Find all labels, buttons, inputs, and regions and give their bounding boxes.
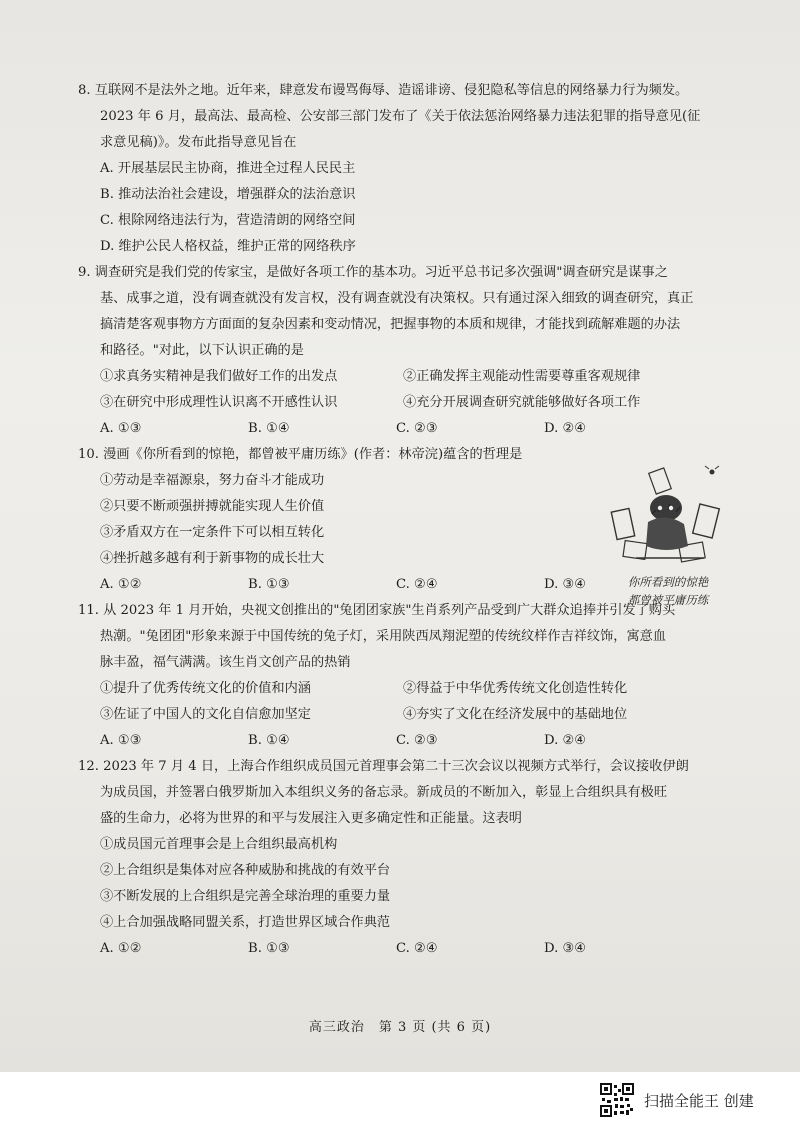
question-10-statement-4: ④挫折越多越有利于新事物的成长壮大 xyxy=(100,551,325,566)
question-11-answer-c: C. ②③ xyxy=(396,733,438,748)
question-9-answers xyxy=(78,416,718,442)
page-footer: 高三政治 第 3 页 (共 6 页) xyxy=(308,1020,492,1035)
question-11-statement-2: ②得益于中华优秀传统文化创造性转化 xyxy=(403,681,628,696)
question-8-option-b: B. 推动法治社会建设，增强群众的法治意识 xyxy=(100,187,356,202)
question-8-stem-line-2: 2023 年 6 月，最高法、最高检、公安部三部门发布了《关于依法惩治网络暴力违法犯罪的指导意见(征 xyxy=(100,109,701,124)
question-9 xyxy=(78,260,718,442)
question-11-stem-line-2: 热潮。"兔团团"形象来源于中国传统的兔子灯，采用陕西凤翔泥塑的传统纹样作吉祥纹饰，寓意血 xyxy=(100,629,667,644)
question-9-answer-d: D. ②④ xyxy=(544,421,587,436)
question-9-answer-b: B. ①④ xyxy=(248,421,290,436)
question-9-statement-2: ②正确发挥主观能动性需要尊重客观规律 xyxy=(403,369,641,384)
question-12-stem-line-2: 为成员国，并签署白俄罗斯加入本组织义务的备忘录。新成员的不断加入，彰显上合组织具有极旺 xyxy=(100,785,668,800)
question-12-statement-1: ①成员国元首理事会是上合组织最高机构 xyxy=(100,837,338,852)
question-9-stem-line-3: 搞清楚客观事物方方面面的复杂因素和变动情况，把握事物的本质和规律，才能找到疏解难题的办法 xyxy=(100,317,681,332)
question-11-statement-3: ③佐证了中国人的文化自信愈加坚定 xyxy=(100,707,311,722)
question-8-option-d: D. 维护公民人格权益，维护正常的网络秩序 xyxy=(100,239,356,254)
question-12-answer-b: B. ①③ xyxy=(248,941,290,956)
question-9-answer-a: A. ①③ xyxy=(100,421,142,436)
question-10-stem: 10. 漫画《你所看到的惊艳，都曾被平庸历练》(作者：林帝浣)蕴含的哲理是 xyxy=(78,447,523,462)
scanner-watermark xyxy=(600,1080,754,1120)
question-10-answer-c: C. ②④ xyxy=(396,577,438,592)
qr-code-icon xyxy=(600,1083,634,1117)
question-9-stem-line-1: 9. 调查研究是我们党的传家宝，是做好各项工作的基本功。习近平总书记多次强调"调查研究是谋事之 xyxy=(78,265,668,280)
question-11-statements-row-1 xyxy=(78,676,718,702)
question-11-stem-line-1: 11. 从 2023 年 1 月开始，央视文创推出的"兔团团家族"生肖系列产品受到广大群众追捧并引发了购买 xyxy=(78,603,676,618)
question-9-statement-1: ①求真务实精神是我们做好工作的出发点 xyxy=(100,369,338,384)
question-10-statement-1: ①劳动是幸福源泉，努力奋斗才能成功 xyxy=(100,473,325,488)
question-8-stem-line-1: 8. 互联网不是法外之地。近年来，肆意发布谩骂侮辱、造谣诽谤、侵犯隐私等信息的网络暴力行为频发。 xyxy=(78,83,689,98)
comic-caption-line-2: 都曾被平庸历练 xyxy=(627,593,709,607)
question-9-stem-line-4: 和路径。"对此，以下认识正确的是 xyxy=(100,343,304,358)
question-10-statement-2: ②只要不断顽强拼搏就能实现人生价值 xyxy=(100,499,325,514)
question-11-statements-row-2 xyxy=(78,702,718,728)
question-11-answer-d: D. ②④ xyxy=(544,733,587,748)
question-12-statement-3: ③不断发展的上合组织是完善全球治理的重要力量 xyxy=(100,889,391,904)
question-12-statement-4: ④上合加强战略同盟关系，打造世界区域合作典范 xyxy=(100,915,391,930)
question-11-statement-4: ④夯实了文化在经济发展中的基础地位 xyxy=(403,707,628,722)
question-8-stem-line-3: 求意见稿)》。发布此指导意见旨在 xyxy=(100,135,297,150)
question-10-answer-d: D. ③④ xyxy=(544,577,587,592)
question-12-answer-c: C. ②④ xyxy=(396,941,438,956)
question-11-answers xyxy=(78,728,718,754)
question-8-option-c: C. 根除网络违法行为，营造清朗的网络空间 xyxy=(100,213,356,228)
question-11 xyxy=(78,598,718,754)
question-9-stem-line-2: 基、成事之道，没有调查就没有发言权，没有调查就没有决策权。只有通过深入细致的调查研究，真正 xyxy=(100,291,694,306)
question-12-stem-line-3: 盛的生命力，必将为世界的和平与发展注入更多确定性和正能量。这表明 xyxy=(100,811,522,826)
question-12-answer-d: D. ③④ xyxy=(544,941,587,956)
question-8-option-a: A. 开展基层民主协商，推进全过程人民民主 xyxy=(100,161,356,176)
question-10-answer-b: B. ①③ xyxy=(248,577,290,592)
question-12-answer-a: A. ①② xyxy=(100,941,142,956)
question-11-stem-line-3: 脉丰盈，福气满满。该生肖文创产品的热销 xyxy=(100,655,351,670)
question-10-answer-a: A. ①② xyxy=(100,577,142,592)
question-10-statement-3: ③矛盾双方在一定条件下可以相互转化 xyxy=(100,525,325,540)
question-12-answers xyxy=(78,936,718,962)
question-9-statement-4: ④充分开展调查研究就能够做好各项工作 xyxy=(403,395,641,410)
comic-caption-line-1: 你所看到的惊艳 xyxy=(627,575,709,589)
question-12-stem-line-1: 12. 2023 年 7 月 4 日，上海合作组织成员国元首理事会第二十三次会议以视频方式举行，会议接收伊朗 xyxy=(78,759,689,774)
question-12-statement-2: ②上合组织是集体对应各种威胁和挑战的有效平台 xyxy=(100,863,391,878)
question-11-answer-a: A. ①③ xyxy=(100,733,142,748)
scanner-watermark-label: 扫描全能王 创建 xyxy=(644,1091,754,1110)
question-9-statements-row-1 xyxy=(78,364,718,390)
comic-illustration xyxy=(608,462,728,610)
question-12 xyxy=(78,754,718,962)
question-9-statement-3: ③在研究中形成理性认识离不开感性认识 xyxy=(100,395,338,410)
question-8 xyxy=(78,78,718,260)
question-9-answer-c: C. ②③ xyxy=(396,421,438,436)
comic-drawing xyxy=(608,462,728,572)
question-9-statements-row-2 xyxy=(78,390,718,416)
question-11-answer-b: B. ①④ xyxy=(248,733,290,748)
question-11-statement-1: ①提升了优秀传统文化的价值和内涵 xyxy=(100,681,311,696)
